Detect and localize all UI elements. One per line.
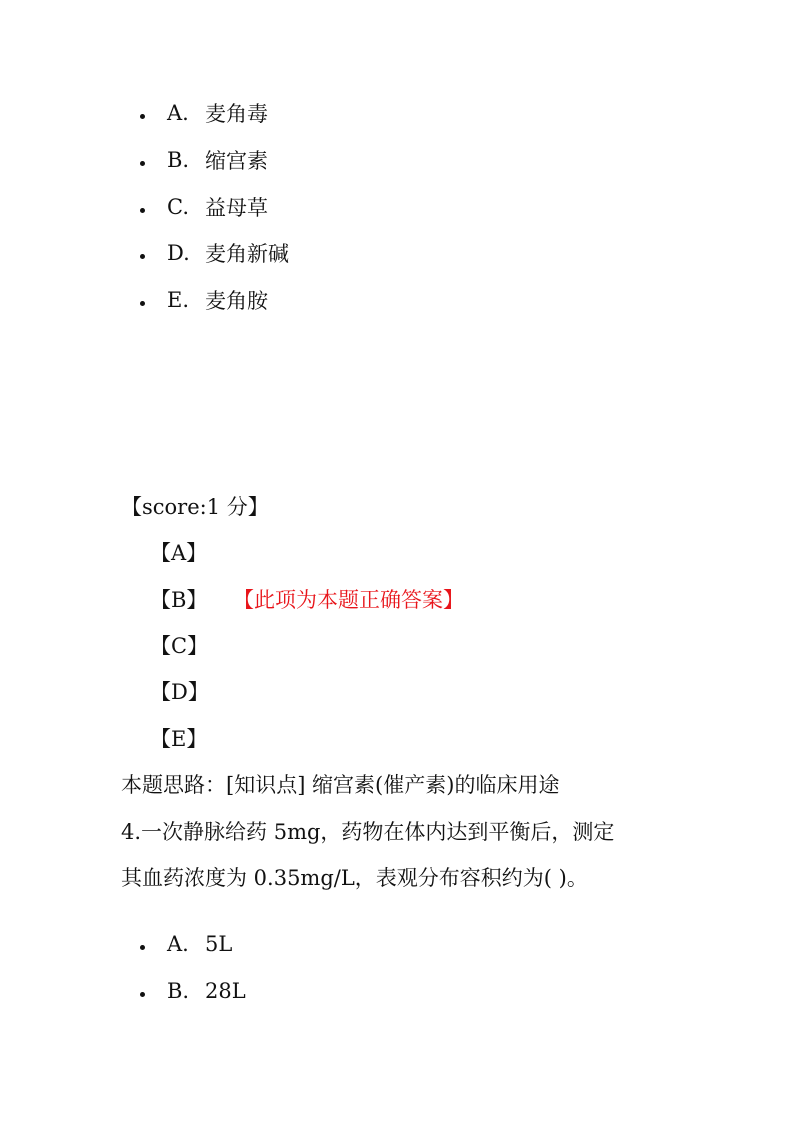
correct-answer-marker: 【此项为本题正确答案】 (233, 588, 464, 612)
score-label: 【score:1 分】 (121, 495, 269, 519)
option-letter: B. (167, 979, 190, 1003)
question-option-b[interactable] (140, 976, 246, 1006)
bullet-icon (140, 161, 145, 166)
bullet-icon (140, 945, 145, 950)
bullet-icon (140, 114, 145, 119)
answer-choice-d[interactable]: 【D】 (150, 680, 209, 704)
answer-choice-e[interactable]: 【E】 (150, 727, 208, 751)
option-letter: D. (167, 241, 190, 265)
option-e[interactable] (140, 285, 268, 315)
option-letter: E. (167, 288, 190, 312)
answer-choice-c[interactable]: 【C】 (150, 634, 209, 658)
option-text: 麦角新碱 (205, 242, 289, 266)
option-a[interactable] (140, 98, 268, 128)
bullet-icon (140, 208, 145, 213)
option-letter: A. (167, 932, 189, 956)
option-letter: C. (167, 195, 189, 219)
explanation-text: 本题思路：[知识点] 缩宫素(催产素)的临床用途 (121, 773, 560, 797)
option-text: 麦角毒 (205, 102, 268, 126)
option-text: 缩宫素 (205, 149, 268, 173)
option-text: 5L (205, 932, 233, 956)
answer-choice-b[interactable]: 【B】 (150, 588, 208, 612)
question-text-line-1: 4.一次静脉给药 5mg，药物在体内达到平衡后，测定 (121, 820, 615, 844)
option-b[interactable] (140, 145, 268, 175)
question-option-a[interactable] (140, 929, 232, 959)
option-text: 益母草 (205, 196, 268, 220)
option-text: 28L (205, 979, 246, 1003)
option-text: 麦角胺 (205, 289, 268, 313)
bullet-icon (140, 254, 145, 259)
option-letter: A. (167, 101, 189, 125)
option-d[interactable] (140, 238, 289, 268)
question-text-line-2: 其血药浓度为 0.35mg/L，表观分布容积约为( )。 (121, 866, 588, 890)
answer-choice-a[interactable]: 【A】 (150, 541, 208, 565)
option-letter: B. (167, 148, 190, 172)
bullet-icon (140, 301, 145, 306)
option-c[interactable] (140, 192, 268, 222)
bullet-icon (140, 992, 145, 997)
